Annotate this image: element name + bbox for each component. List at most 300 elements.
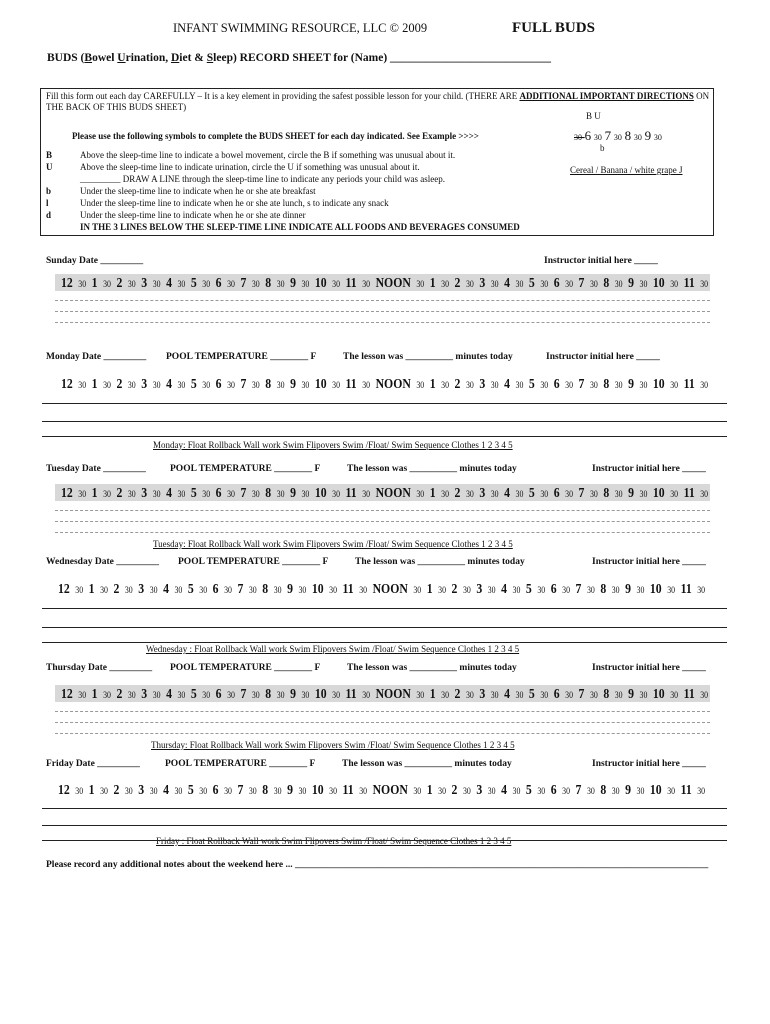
timeline-tick: 10 [311, 581, 324, 596]
timeline-tick: 2 [116, 275, 123, 290]
timeline-tick: 30 [127, 380, 136, 390]
symbol-key: B [46, 150, 53, 160]
timeline-tick: 30 [465, 380, 474, 390]
friday-food-line[interactable] [42, 825, 727, 826]
timeline-tick: 7 [578, 275, 585, 290]
friday-instructor-field[interactable]: Instructor initial here _____ [592, 759, 706, 769]
timeline-tick: 7 [240, 376, 247, 391]
timeline-tick: 3 [479, 686, 486, 701]
timeline-tick: 10 [311, 782, 324, 797]
timeline-tick: 30 [416, 690, 425, 700]
timeline-tick: 30 [127, 690, 136, 700]
timeline-tick: 9 [628, 376, 635, 391]
timeline-tick: 30 [490, 489, 499, 499]
symbol-key: b [46, 186, 52, 196]
timeline-tick: 7 [578, 686, 585, 701]
thursday-date-field[interactable]: Thursday Date _________ [46, 663, 153, 673]
timeline-tick: 4 [504, 376, 511, 391]
timeline-tick: 5 [187, 581, 194, 596]
timeline-tick: 30 [515, 380, 524, 390]
timeline-tick: 30 [227, 279, 235, 289]
timeline-tick: 30 [248, 786, 257, 796]
timeline-tick: 1 [88, 581, 95, 596]
timeline-tick: 30 [441, 279, 449, 289]
timeline-tick: 2 [116, 686, 123, 701]
timeline-tick: NOON [375, 485, 411, 500]
timeline-tick: 11 [680, 782, 692, 797]
timeline-tick: 11 [342, 581, 354, 596]
friday-food-line[interactable] [42, 840, 727, 841]
timeline-tick: 30 [540, 489, 549, 499]
timeline-tick: 10 [652, 376, 665, 391]
timeline-tick: 30 [202, 279, 211, 289]
timeline-tick: 4 [163, 782, 169, 797]
timeline-tick: 30 [697, 585, 706, 595]
sunday-instructor-field[interactable]: Instructor initial here _____ [544, 256, 658, 266]
monday-sleep-timeline[interactable] [61, 376, 711, 392]
thursday-lesson-field[interactable]: The lesson was __________ minutes today [347, 663, 517, 673]
wednesday-food-line[interactable] [42, 642, 727, 643]
symbol-text: Under the sleep-time line to indicate when he or she ate dinner [80, 210, 306, 220]
timeline-tick: 30 [670, 690, 679, 700]
timeline-tick: 7 [575, 581, 582, 596]
timeline-tick: 6 [212, 581, 219, 596]
timeline-tick: 6 [553, 485, 560, 500]
weekend-notes-field[interactable]: Please record any additional notes about the weekend here ... _______________________________________________________________________________________ [46, 860, 709, 870]
timeline-tick: 30 [174, 786, 183, 796]
timeline-tick: 6 [212, 782, 219, 797]
timeline-tick: 30 [329, 585, 337, 595]
timeline-tick: 30 [465, 279, 474, 289]
timeline-tick: 30 [667, 585, 676, 595]
timeline-tick: 3 [138, 782, 145, 797]
timeline-tick: 30 [301, 380, 310, 390]
timeline-tick: 3 [476, 782, 483, 797]
timeline-tick: 9 [287, 581, 293, 596]
timeline-tick: NOON [372, 581, 408, 596]
timeline-tick: 7 [237, 782, 244, 797]
timeline-tick: 2 [454, 376, 461, 391]
timeline-tick: 30 [362, 489, 371, 499]
timeline-tick: 30 [438, 585, 446, 595]
timeline-tick: 7 [575, 782, 582, 797]
timeline-tick: 11 [683, 686, 695, 701]
timeline-tick: 30 [273, 585, 282, 595]
timeline-tick: 30 [224, 786, 232, 796]
timeline-tick: 6 [215, 485, 222, 500]
timeline-tick: 2 [454, 485, 461, 500]
timeline-tick: 5 [190, 376, 197, 391]
timeline-tick: 30 [586, 786, 595, 796]
timeline-tick: 30 [670, 489, 679, 499]
timeline-tick: 30 [276, 380, 285, 390]
timeline-tick: 30 [227, 690, 235, 700]
timeline-tick: 30 [565, 380, 573, 390]
timeline-tick: 30 [490, 690, 499, 700]
timeline-tick: 4 [163, 581, 169, 596]
timeline-tick: 7 [240, 686, 247, 701]
sunday-sleep-timeline[interactable] [61, 275, 711, 291]
timeline-tick: 30 [413, 585, 422, 595]
timeline-tick: 30 [639, 380, 648, 390]
timeline-tick: 30 [100, 585, 108, 595]
timeline-tick: 30 [589, 690, 598, 700]
thursday-food-line[interactable] [55, 711, 710, 712]
friday-sleep-timeline[interactable] [58, 782, 708, 798]
monday-instructor-field[interactable]: Instructor initial here _____ [546, 352, 660, 362]
timeline-tick: 30 [667, 786, 676, 796]
wednesday-date-field[interactable]: Wednesday Date _________ [46, 557, 159, 567]
timeline-tick: 5 [528, 376, 535, 391]
timeline-tick: 30 [540, 279, 549, 289]
timeline-tick: 7 [237, 581, 244, 596]
timeline-tick: 30 [227, 489, 235, 499]
timeline-tick: 30 [565, 489, 573, 499]
timeline-tick: 30 [562, 786, 570, 796]
timeline-tick: 1 [429, 376, 436, 391]
timeline-tick: 30 [199, 786, 208, 796]
timeline-tick: 11 [345, 686, 357, 701]
symbol-key: U [46, 162, 53, 172]
timeline-tick: 8 [265, 686, 272, 701]
timeline-tick: 30 [512, 786, 521, 796]
timeline-tick: 30 [251, 380, 260, 390]
timeline-tick: 30 [540, 380, 549, 390]
timeline-tick: 1 [429, 686, 436, 701]
timeline-tick: 12 [61, 376, 73, 391]
thursday-pool-field[interactable]: POOL TEMPERATURE ________ F [170, 663, 321, 673]
timeline-tick: 30 [586, 585, 595, 595]
timeline-tick: 30 [227, 380, 235, 390]
timeline-tick: 5 [528, 275, 535, 290]
timeline-tick: 2 [116, 485, 123, 500]
sunday-food-line[interactable] [55, 311, 710, 312]
timeline-tick: 1 [91, 686, 98, 701]
symbol-text: IN THE 3 LINES BELOW THE SLEEP-TIME LINE INDICATE ALL FOODS AND BEVERAGES CONSUMED [80, 222, 520, 232]
example-food: Cereal / Banana / white grape J [570, 165, 683, 175]
timeline-tick: 1 [429, 275, 436, 290]
timeline-tick: 30 [276, 279, 285, 289]
timeline-tick: 8 [262, 581, 269, 596]
timeline-tick: 4 [166, 376, 172, 391]
timeline-tick: 11 [345, 275, 357, 290]
timeline-tick: 30 [149, 786, 158, 796]
thursday-food-line[interactable] [55, 733, 710, 734]
timeline-tick: 11 [342, 782, 354, 797]
timeline-tick: 11 [683, 275, 695, 290]
timeline-tick: 30 [416, 380, 425, 390]
timeline-tick: 9 [290, 485, 296, 500]
thursday-activities[interactable]: Thursday: Float Rollback Wall work Swim Flipovers Swim /Float/ Swim Sequence Clothes 1 2 3 4 5 [151, 740, 515, 750]
timeline-tick: 4 [166, 485, 172, 500]
timeline-tick: 30 [75, 786, 84, 796]
example-panel [570, 111, 706, 175]
timeline-tick: 30 [441, 489, 449, 499]
monday-lesson-field[interactable]: The lesson was __________ minutes today [343, 352, 513, 362]
tuesday-pool-field[interactable]: POOL TEMPERATURE ________ F [170, 464, 321, 474]
symbol-text: Under the sleep-time line to indicate when he or she ate breakfast [80, 186, 316, 196]
timeline-tick: 30 [515, 690, 524, 700]
timeline-tick: 30 [362, 690, 371, 700]
sunday-food-line[interactable] [55, 300, 710, 301]
timeline-tick: 30 [149, 585, 158, 595]
timeline-tick: 11 [683, 376, 695, 391]
timeline-tick: 30 [639, 489, 648, 499]
timeline-tick: 30 [614, 279, 623, 289]
wednesday-sleep-timeline[interactable] [58, 581, 708, 597]
timeline-tick: 30 [152, 690, 161, 700]
timeline-tick: 30 [512, 585, 521, 595]
timeline-tick: 30 [537, 786, 546, 796]
wednesday-food-line[interactable] [42, 627, 727, 628]
wednesday-lesson-field[interactable]: The lesson was __________ minutes today [355, 557, 525, 567]
timeline-tick: 9 [628, 686, 635, 701]
timeline-tick: 7 [578, 376, 585, 391]
timeline-tick: 30 [124, 786, 133, 796]
timeline-tick: 30 [251, 489, 260, 499]
timeline-tick: 8 [262, 782, 269, 797]
timeline-tick: 1 [91, 275, 98, 290]
timeline-tick: 30 [462, 585, 471, 595]
timeline-tick: NOON [375, 686, 411, 701]
timeline-tick: 9 [625, 782, 632, 797]
timeline-tick: 10 [649, 581, 662, 596]
timeline-tick: 11 [345, 376, 357, 391]
timeline-tick: 10 [314, 686, 327, 701]
tuesday-food-line[interactable] [55, 521, 710, 522]
timeline-tick: 30 [614, 380, 623, 390]
timeline-tick: 30 [298, 786, 307, 796]
timeline-tick: 30 [589, 380, 598, 390]
timeline-tick: 30 [78, 690, 87, 700]
timeline-tick: 12 [58, 581, 70, 596]
timeline-tick: 4 [501, 782, 508, 797]
timeline-tick: 30 [127, 279, 136, 289]
timeline-tick: 30 [332, 489, 340, 499]
friday-lesson-field[interactable]: The lesson was __________ minutes today [342, 759, 512, 769]
timeline-tick: 30 [670, 279, 679, 289]
timeline-tick: 30 [614, 690, 623, 700]
timeline-tick: 4 [166, 275, 172, 290]
timeline-tick: NOON [375, 275, 411, 290]
timeline-tick: 30 [413, 786, 422, 796]
timeline-tick: 30 [490, 380, 499, 390]
timeline-tick: 10 [652, 275, 665, 290]
thursday-food-line[interactable] [55, 722, 710, 723]
timeline-tick: 30 [174, 585, 183, 595]
timeline-tick: 12 [58, 782, 70, 797]
timeline-tick: 30 [487, 786, 496, 796]
timeline-tick: 30 [441, 380, 449, 390]
timeline-tick: 30 [611, 585, 620, 595]
wednesday-activities[interactable]: Wednesday : Float Rollback Wall work Swim Flipovers Swim /Float/ Swim Sequence Clothes 1 2 3 4 5 [146, 644, 520, 654]
timeline-tick: 30 [589, 489, 598, 499]
timeline-tick: 8 [265, 485, 272, 500]
friday-activities[interactable]: Friday : Float Rollback Wall work Swim Flipovers Swim /Float/ Swim Sequence Clothes 1 2 3 4 5 [156, 836, 512, 846]
timeline-tick: 12 [61, 686, 73, 701]
timeline-tick: 30 [298, 585, 307, 595]
timeline-tick: 30 [562, 585, 570, 595]
monday-food-line[interactable] [42, 436, 727, 437]
sunday-food-line[interactable] [55, 322, 710, 323]
timeline-tick: 30 [700, 380, 709, 390]
symbol-key: d [46, 210, 52, 220]
timeline-tick: 4 [166, 686, 172, 701]
timeline-tick: 9 [290, 275, 296, 290]
timeline-tick: 30 [329, 786, 337, 796]
timeline-tick: 30 [636, 585, 645, 595]
timeline-tick: 30 [78, 489, 87, 499]
timeline-tick: 30 [100, 786, 108, 796]
wednesday-food-line[interactable] [42, 608, 727, 609]
tuesday-food-line[interactable] [55, 510, 710, 511]
timeline-tick: 30 [537, 585, 546, 595]
tuesday-food-line[interactable] [55, 532, 710, 533]
form-badge: FULL BUDS [512, 20, 595, 36]
timeline-tick: 9 [628, 485, 635, 500]
timeline-tick: 4 [501, 581, 508, 596]
timeline-tick: 2 [113, 782, 120, 797]
monday-food-line[interactable] [42, 421, 727, 422]
timeline-tick: 30 [670, 380, 679, 390]
timeline-tick: 30 [152, 380, 161, 390]
timeline-tick: 30 [199, 585, 208, 595]
timeline-tick: 1 [429, 485, 436, 500]
timeline-tick: 30 [202, 690, 211, 700]
timeline-tick: 8 [603, 485, 610, 500]
timeline-tick: 30 [490, 279, 499, 289]
timeline-tick: 30 [177, 380, 186, 390]
timeline-tick: 30 [177, 690, 186, 700]
timeline-tick: 5 [187, 782, 194, 797]
timeline-tick: 3 [479, 485, 486, 500]
timeline-tick: 4 [504, 485, 511, 500]
timeline-tick: 30 [332, 380, 340, 390]
example-timeline: 30-6 30 7 30 8 30 9 30 [574, 128, 662, 143]
wednesday-pool-field[interactable]: POOL TEMPERATURE ________ F [178, 557, 329, 567]
timeline-tick: 2 [454, 686, 461, 701]
timeline-tick: 30 [515, 279, 524, 289]
timeline-tick: 30 [359, 786, 368, 796]
thursday-instructor-field[interactable]: Instructor initial here _____ [592, 663, 706, 673]
timeline-tick: 30 [301, 279, 310, 289]
timeline-tick: 11 [683, 485, 695, 500]
symbol-text: _________ DRAW A LINE through the sleep-time line to indicate any periods your child was asleep. [80, 174, 446, 184]
friday-date-field[interactable]: Friday Date _________ [46, 759, 140, 769]
timeline-tick: 30 [438, 786, 446, 796]
timeline-tick: 30 [565, 690, 573, 700]
symbols-heading: Please use the following symbols to complete the BUDS SHEET for each day indicated. See Example >>>> [72, 131, 479, 141]
timeline-tick: NOON [372, 782, 408, 797]
timeline-tick: 3 [141, 275, 148, 290]
intro-text: Fill this form out each day CAREFULLY – It is a key element in providing the safest possible lesson for your child. (THERE ARE ADDITIONAL IMPORTANT DIRECTIONS ON THE BACK OF THIS BUDS SHEET) [46, 91, 710, 112]
tuesday-instructor-field[interactable]: Instructor initial here _____ [592, 464, 706, 474]
timeline-tick: 11 [345, 485, 357, 500]
timeline-tick: 8 [603, 275, 610, 290]
timeline-tick: 3 [479, 275, 486, 290]
timeline-tick: 5 [190, 686, 197, 701]
timeline-tick: 11 [680, 581, 692, 596]
timeline-tick: 6 [215, 275, 222, 290]
timeline-tick: 6 [553, 275, 560, 290]
friday-food-line[interactable] [42, 808, 727, 809]
timeline-tick: 30 [589, 279, 598, 289]
friday-pool-field[interactable]: POOL TEMPERATURE ________ F [165, 759, 316, 769]
timeline-tick: 1 [91, 376, 98, 391]
symbol-text: Under the sleep-time line to indicate when he or she ate lunch, s to indicate any snack [80, 198, 389, 208]
timeline-tick: 30 [78, 279, 87, 289]
tuesday-activities[interactable]: Tuesday: Float Rollback Wall work Swim Flipovers Swim /Float/ Swim Sequence Clothes 1 2 3 4 5 [153, 539, 513, 549]
timeline-tick: 4 [504, 686, 511, 701]
timeline-tick: 10 [314, 376, 327, 391]
timeline-tick: 30 [177, 489, 186, 499]
timeline-tick: 6 [215, 376, 222, 391]
timeline-tick: 30 [416, 279, 425, 289]
timeline-tick: 10 [314, 485, 327, 500]
timeline-tick: 3 [479, 376, 486, 391]
timeline-tick: 3 [141, 686, 148, 701]
timeline-tick: 30 [639, 279, 648, 289]
monday-food-line[interactable] [42, 403, 727, 404]
symbol-key: l [46, 198, 49, 208]
monday-pool-field[interactable]: POOL TEMPERATURE ________ F [166, 352, 317, 362]
timeline-tick: 9 [628, 275, 635, 290]
monday-activities[interactable]: Monday: Float Rollback Wall work Swim Flipovers Swim /Float/ Swim Sequence Clothes 1 2 3 4 5 [153, 440, 513, 450]
timeline-tick: 30 [362, 279, 371, 289]
timeline-tick: 30 [639, 690, 648, 700]
timeline-tick: 7 [240, 485, 247, 500]
wednesday-instructor-field[interactable]: Instructor initial here _____ [592, 557, 706, 567]
timeline-tick: 30 [362, 380, 371, 390]
tuesday-lesson-field[interactable]: The lesson was __________ minutes today [347, 464, 517, 474]
timeline-tick: 10 [314, 275, 327, 290]
timeline-tick: 2 [113, 581, 120, 596]
timeline-tick: 30 [700, 279, 709, 289]
timeline-tick: 5 [190, 275, 197, 290]
timeline-tick: 30 [441, 690, 449, 700]
timeline-tick: 8 [265, 376, 272, 391]
sunday-date-field[interactable]: Sunday Date _________ [46, 256, 144, 266]
monday-date-field[interactable]: Monday Date _________ [46, 352, 147, 362]
timeline-tick: 30 [697, 786, 706, 796]
timeline-tick: 4 [504, 275, 511, 290]
timeline-tick: 30 [465, 489, 474, 499]
timeline-tick: 5 [528, 686, 535, 701]
timeline-tick: 2 [116, 376, 123, 391]
timeline-tick: 30 [127, 489, 136, 499]
timeline-tick: 30 [103, 489, 111, 499]
timeline-tick: 3 [141, 485, 148, 500]
thursday-sleep-timeline[interactable] [61, 686, 711, 702]
timeline-tick: 30 [487, 585, 496, 595]
timeline-tick: 8 [603, 376, 610, 391]
tuesday-date-field[interactable]: Tuesday Date _________ [46, 464, 146, 474]
example-bu: B U [586, 111, 601, 121]
timeline-tick: 30 [177, 279, 186, 289]
timeline-tick: 6 [553, 376, 560, 391]
timeline-tick: 30 [465, 690, 474, 700]
symbol-text: Above the sleep-time line to indicate urination, circle the U if something was unusual about it. [80, 162, 420, 172]
tuesday-sleep-timeline[interactable] [61, 485, 711, 501]
timeline-tick: 30 [103, 380, 111, 390]
timeline-tick: 30 [273, 786, 282, 796]
timeline-tick: 8 [265, 275, 272, 290]
timeline-tick: 30 [103, 279, 111, 289]
timeline-tick: 6 [550, 581, 557, 596]
timeline-tick: 30 [202, 489, 211, 499]
timeline-tick: 30 [416, 489, 425, 499]
timeline-tick: 9 [625, 581, 632, 596]
